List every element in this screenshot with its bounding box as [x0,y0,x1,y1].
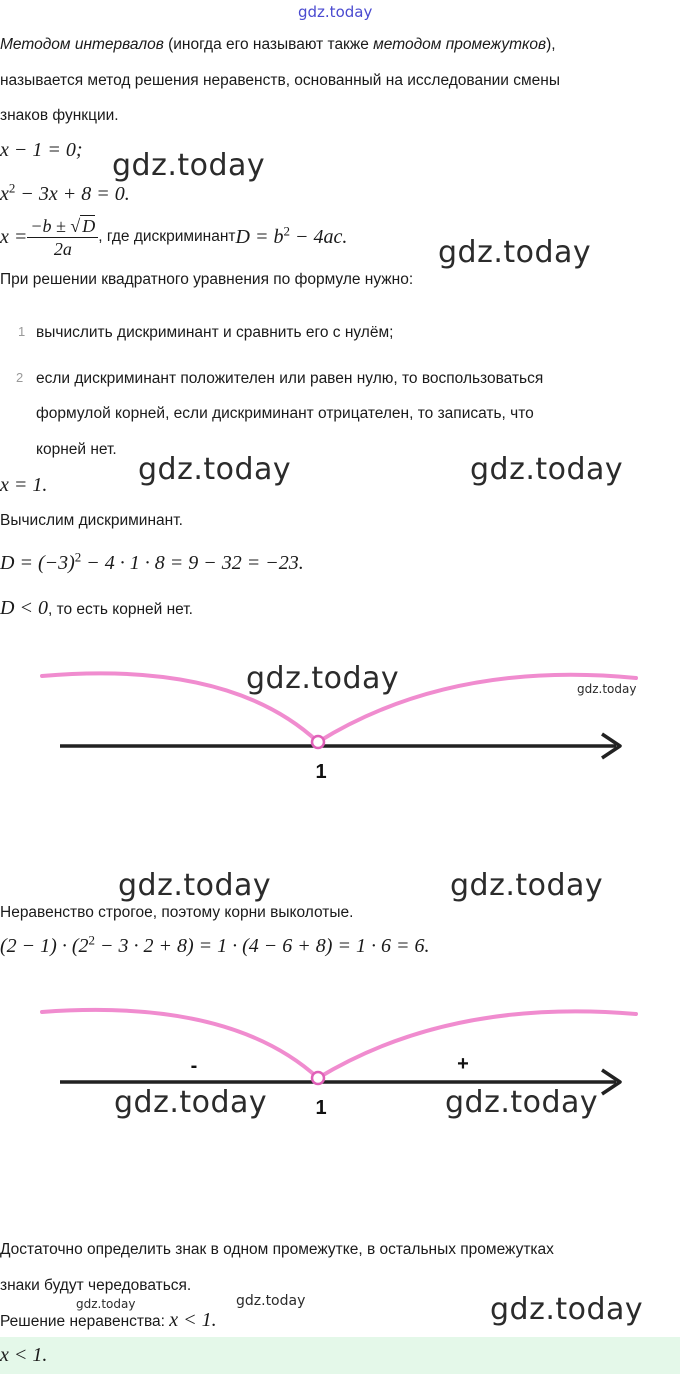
formula-numerator: −b ± [30,215,71,236]
step-text: формулой корней, если дискриминант отрицателен, то записать, что [36,405,534,422]
step-number: 2 [16,370,24,385]
eq2-exp: 2 [8,180,16,196]
equation-linear: x − 1 = 0; [0,139,83,161]
sign-plus: + [457,1053,469,1075]
point-label: 1 [315,761,327,783]
intro-line-3: знаков функции. [0,107,119,124]
watermark: gdz.today [490,1292,644,1327]
disc-lhs: D = (−3) [0,552,75,574]
disc-rest: − 4 · 1 · 8 = 9 − 32 = −23. [81,552,304,574]
term-interval-method: Методом интервалов [0,36,164,53]
strict-note: Неравенство строгое, поэтому корни выколотые. [0,904,354,921]
interval-arc-right [318,1011,636,1078]
sqrt-radicand: D [82,215,96,236]
watermark: gdz.today [118,868,272,903]
sqrt-sign: √ [70,215,81,236]
formula-denominator: 2a [53,238,72,259]
eq2-rest: − 3x + 8 = 0. [15,183,130,205]
punctured-point-icon [312,1072,324,1084]
disc-result-text: , то есть корней нет. [47,601,193,618]
watermark: gdz.today [450,868,604,903]
watermark: gdz.today [112,148,266,183]
check-b: − 3 · 2 + 8) = 1 · (4 − 6 + 8) = 1 · 6 = 6. [94,935,430,957]
check-exp: 2 [88,932,95,948]
intro-line-1 [0,35,556,55]
sign-check [0,932,430,958]
watermark: gdz.today [470,452,624,487]
alternation-line-1: Достаточно определить знак в одном промежутке, в остальных промежутках [0,1241,554,1258]
watermark: gdz.today [246,661,400,696]
watermark: gdz.today [445,1085,599,1120]
intro-line-2: называется метод решения неравенств, основанный на исследовании смены [0,72,560,89]
discriminant-calc [0,549,304,575]
quadratic-formula [0,212,347,262]
check-a: (2 − 1) · (2 [0,935,89,957]
watermark: gdz.today [114,1085,268,1120]
discriminant-intro: Вычислим дискриминант. [0,512,183,529]
formula-text: , где дискриминант [98,228,236,245]
root-value: x = 1. [0,474,48,496]
discriminant-result [0,597,193,620]
term-gap-method: методом промежутков [373,36,547,53]
answer-box [0,1337,680,1374]
watermark: gdz.today [438,235,592,270]
intro-text: (иногда его называют также [163,36,374,53]
watermark: gdz.today [138,452,292,487]
step-text: вычислить дискриминант и сравнить его с нулём; [36,324,394,341]
punctured-point-icon [312,736,324,748]
d-def-lhs: D = b [235,225,284,248]
point-label: 1 [315,1097,327,1119]
watermark-small: gdz.today [577,682,637,696]
intro-text-close: ), [546,36,556,53]
step-text: корней нет. [36,441,117,458]
watermark-small: gdz.today [76,1297,136,1311]
d-def-exp: 2 [283,222,290,238]
solution-text: Решение неравенства: [0,1313,170,1330]
eq2-lhs: x [0,183,9,205]
d-def-rest: − 4ac. [289,225,348,248]
step-text: если дискриминант положителен или равен нулю, то воспользоваться [36,370,544,387]
header-watermark: gdz.today [298,3,373,21]
sign-minus: - [190,1055,198,1077]
steps-intro: При решении квадратного уравнения по формуле нужно: [0,271,414,288]
answer-value: x < 1. [0,1344,48,1366]
interval-arc-left [42,1010,318,1078]
disc-result-math: D < 0 [0,597,48,619]
alternation-line-2: знаки будут чередоваться. [0,1277,192,1294]
discriminant-definition [235,222,348,249]
solution-line [0,1309,217,1332]
watermark-small: gdz.today [236,1293,306,1309]
formula-fraction [27,215,98,260]
equation-quadratic [0,180,130,206]
formula-lhs: x = [0,225,28,248]
disc-exp: 2 [74,549,82,565]
solution-math: x < 1. [169,1309,217,1331]
step-number: 1 [18,324,26,339]
